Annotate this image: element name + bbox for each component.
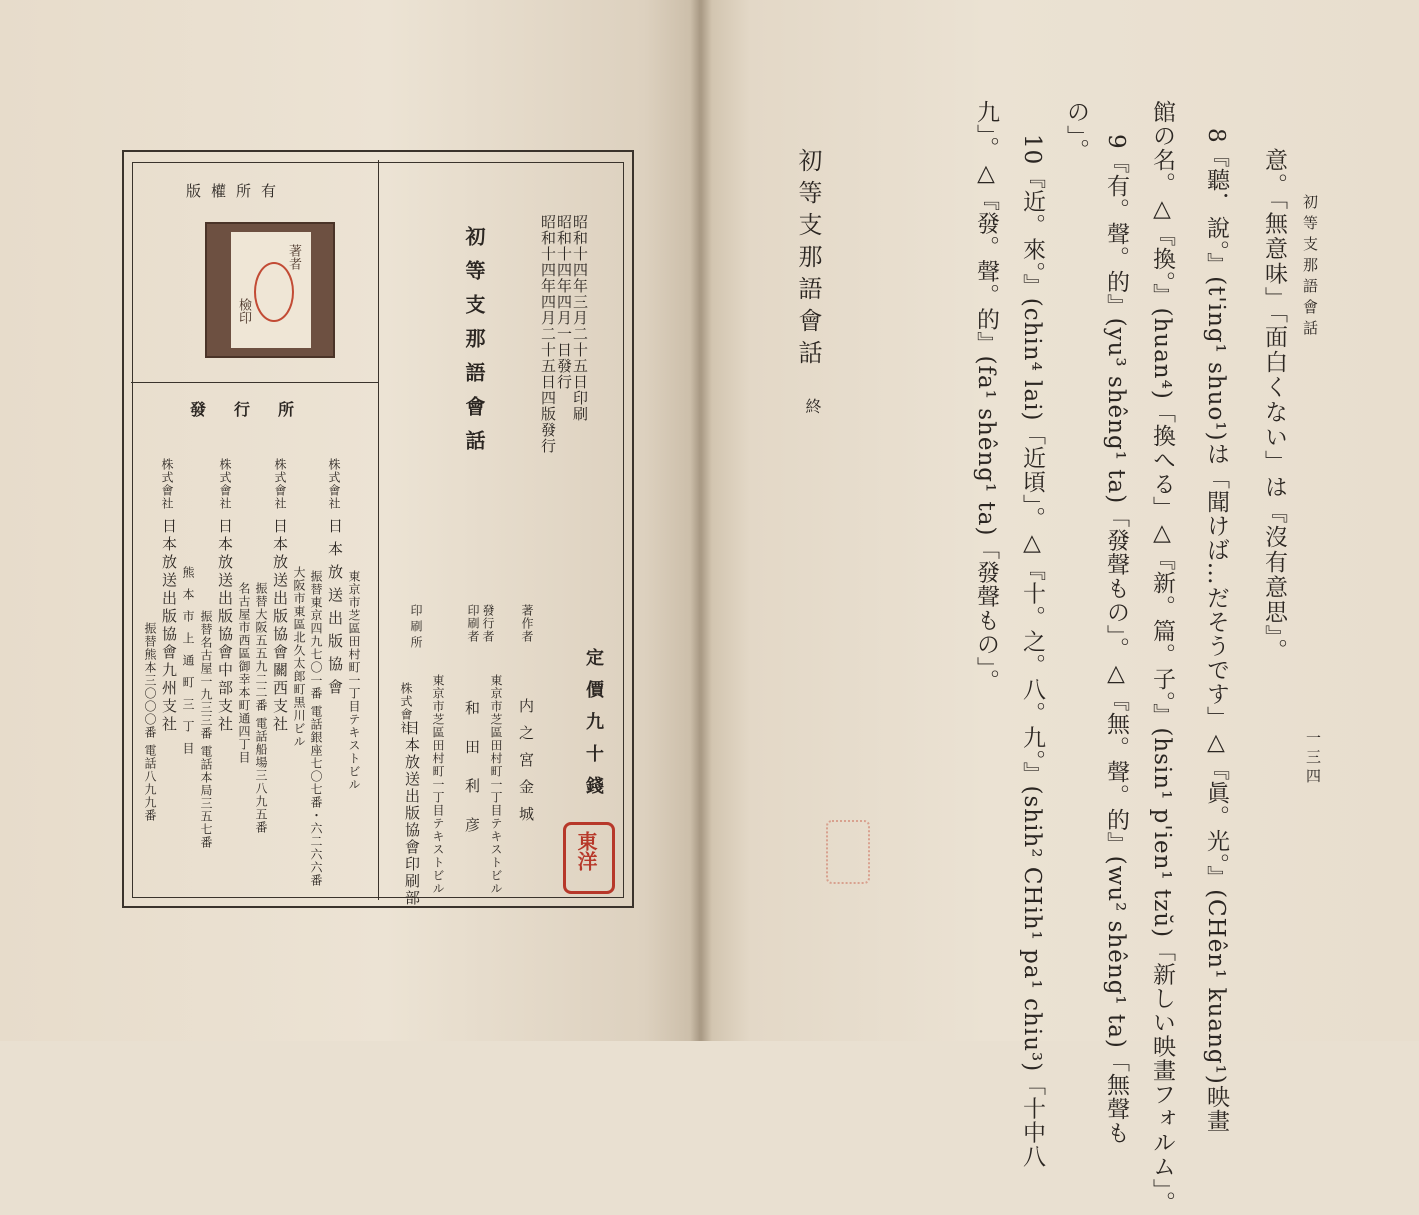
running-head: 初等支那語會話: [1301, 194, 1319, 341]
text-line-3: 館の名。△『換。』(huan⁴)「換へる」△『新。篇。子。』(hsin¹ p'ien¹ tzŭ)「新しい映畫フォルム」。: [1149, 100, 1175, 1215]
branch-address-2: 大阪市東區北久太郎町黒川ビル: [292, 566, 306, 748]
stamp-bottom-label: 檢印: [236, 298, 251, 324]
branch-phone-1: 振替東京四九七〇一番 電話銀座七〇七番・六二六六番: [309, 570, 323, 887]
branch-type-4: 株式會社: [160, 458, 174, 510]
branch-phone-3: 振替名古屋一九三三番 電話本局三五七番: [199, 610, 213, 849]
printer-label: 印刷者: [466, 604, 480, 643]
stamp-red-seal: [254, 262, 294, 322]
branch-name-3: 日本放送出版協會中部支社: [216, 518, 234, 734]
text-line-2: 8『聽．說。』(t'ing¹ shuo¹)は「聞けば…だそうです」△『眞。光。』(CHên¹ kuang¹)映畫: [1203, 128, 1229, 1133]
text-line-5: の」。: [1063, 100, 1089, 164]
stamp-top-label: 著者: [286, 244, 301, 270]
colophon-divider-horizontal: [131, 382, 378, 383]
print-shop-type: 株式會社: [399, 682, 413, 734]
text-line-4: 9『有。聲。的』(yu³ shêng¹ ta)「發聲もの」。△『無。聲。的』(wu² shêng¹ ta)「無聲も: [1103, 134, 1129, 1145]
branch-name-4: 日本放送出版協會九州支社: [160, 518, 178, 734]
author-approval-stamp: [205, 222, 335, 358]
text-line-1: 意。「無意味」「面白くない」は『沒有意思』。: [1261, 148, 1287, 664]
publisher-name: 和田利彦: [463, 700, 481, 856]
reprint-date: 昭和十四年四月二十五日四版發行: [539, 214, 557, 454]
print-shop-name: 日本放送出版協會印刷部: [403, 720, 421, 907]
print-shop-label: 印刷所: [409, 604, 423, 652]
book-spine: [690, 0, 712, 1041]
price: 定價九十錢: [583, 648, 604, 808]
branch-address-1: 東京市芝區田村町一丁目テキストビル: [347, 570, 361, 791]
copyright-header: 版權所有: [186, 182, 287, 200]
colophon-divider-vertical: [378, 160, 379, 900]
book-title: 初等支那語會話: [462, 226, 486, 464]
publisher-address: 東京市芝區田村町一丁目テキストビル: [489, 674, 503, 895]
author-label: 著作者: [520, 604, 534, 643]
publisher-red-seal: [563, 822, 615, 894]
print-shop-address: 東京市芝區田村町一丁目テキストビル: [431, 674, 445, 895]
branch-address-3: 名古屋市西區御幸本町通四丁目: [237, 582, 251, 764]
branch-phone-2: 振替大阪五五九二二番 電話船場三八九五番: [254, 582, 268, 834]
publish-date: 昭和十四年四月一日發行: [555, 214, 573, 390]
text-line-7: 九」。△『發。聲。的』(fa¹ shêng¹ ta)「發聲もの」。: [973, 100, 999, 693]
branch-name-2: 日本放送出版協會關西支社: [271, 518, 289, 734]
branch-phone-4: 振替熊本三〇〇〇番 電話八九九番: [143, 622, 157, 822]
publisher-label: 發行者: [481, 604, 495, 643]
text-line-6: 10『近。來。』(chin⁴ lai)「近頃」。△『十。之。八。九。』(shih² CHih¹ pa¹ chiu³)「十中八: [1019, 134, 1045, 1169]
branch-type-3: 株式會社: [218, 458, 232, 510]
author-name: 内之宮金城: [517, 698, 535, 833]
branch-address-4: 熊本市上通町三丁目: [181, 566, 195, 764]
page-number: 一三四: [1304, 730, 1322, 787]
branch-name-1: 日本放送出版協會: [326, 518, 344, 702]
faint-seal-impression: [826, 820, 870, 884]
branch-type-1: 株式會社: [327, 458, 341, 510]
publisher-header: 發行所: [190, 400, 323, 419]
end-title: 初等支那語會話: [794, 148, 822, 372]
red-seal-text: 東洋: [574, 831, 598, 871]
end-mark: 終: [803, 398, 822, 414]
print-date: 昭和十四年三月二十五日印刷: [571, 214, 589, 422]
branch-type-2: 株式會社: [273, 458, 287, 510]
